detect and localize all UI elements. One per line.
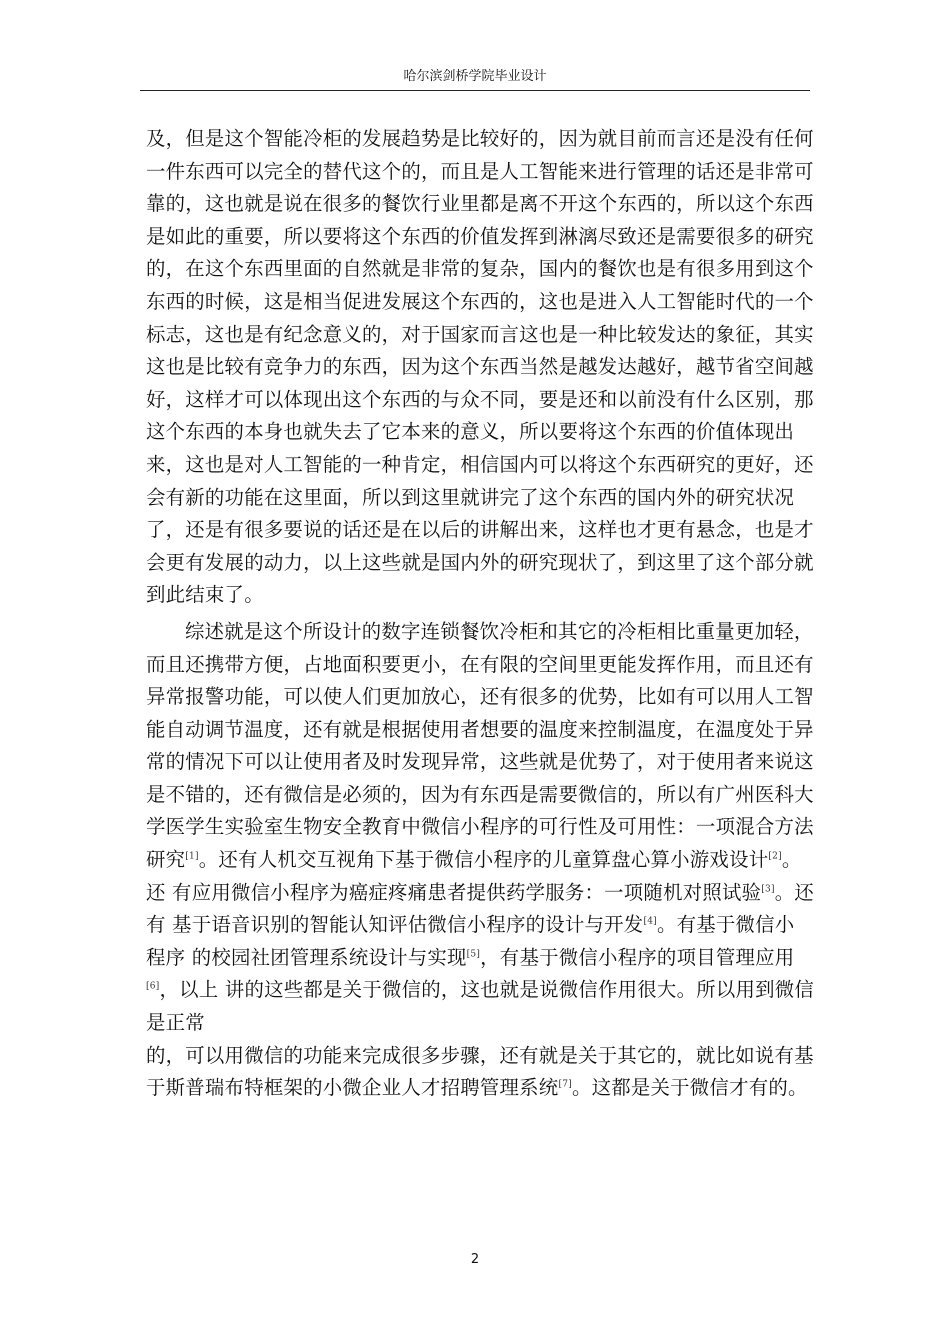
text-line: 东西的时候，这是相当促进发展这个东西的，这也是进入人工智能时代的一个 [146, 289, 814, 313]
text-segment: 。 [781, 848, 802, 872]
document-body [146, 123, 815, 1105]
citation-ref: [3] [761, 884, 775, 895]
text-line [146, 844, 808, 877]
citation-ref: [1] [185, 851, 199, 862]
text-line: 而且还携带方便，占地面积要更小，在有限的空间里更能发挥作用，而且还有 [146, 652, 814, 676]
paragraph-2 [146, 616, 815, 1105]
text-line: 会更有发展的动力，以上这些就是国内外的研究现状了，到这里了这个部分就 [146, 550, 814, 574]
running-header [140, 70, 810, 91]
text-line: 这个东西的本身也就失去了它本来的意义，所以要将这个东西的价值体现出 [146, 420, 795, 444]
citation-ref: [7] [558, 1079, 572, 1090]
text-line: 会有新的功能在这里面，所以到这里就讲完了这个东西的国内外的研究状况 [146, 485, 795, 509]
text-line: 的，可以用微信的功能来完成很多步骤，还有就是关于其它的，就比如说有基 [146, 1043, 814, 1067]
text-line: 这也是比较有竞争力的东西，因为这个东西当然是越发达越好，越节省空间越 [146, 355, 814, 379]
citation-ref: [5] [466, 949, 481, 960]
text-line [146, 909, 808, 942]
text-segment: 有 基于语音识别的智能认知评估微信小程序的设计与开发 [146, 913, 644, 937]
text-segment: 。还有人机交互视角下基于微信小程序的儿童算盘心算小游戏设计 [198, 848, 769, 872]
text-line: 及，但是这个智能冷柜的发展趋势是比较好的，因为就目前而言还是没有任何 [146, 127, 814, 150]
page-number: 2 [470, 1252, 480, 1267]
text-line: 来，这也是对人工智能的一种肯定，相信国内可以将这个东西研究的更好，还 [146, 452, 814, 476]
text-line: 到此结束了。 [146, 583, 264, 607]
header-title: 哈尔滨剑桥学院毕业设计 [403, 69, 547, 84]
citation-ref: [2] [768, 851, 782, 862]
text-line: 能自动调节温度，还有就是根据使用者想要的温度来控制温度，在温度处于异 [146, 717, 814, 741]
text-line [146, 1072, 808, 1105]
text-segment: 。还 [774, 880, 815, 904]
text-segment: 。这都是关于微信才有的。 [571, 1076, 808, 1100]
text-segment: 程序 的校园社团管理系统设计与实现 [146, 945, 467, 969]
text-line: 常的情况下可以让使用者及时发现异常，这些就是优势了，对于使用者来说这 [146, 750, 814, 774]
text-line: 是如此的重要，所以要将这个东西的价值发挥到淋漓尽致还是需要很多的研究 [146, 224, 814, 248]
text-line: 是正常 [146, 1011, 205, 1035]
text-line: 的，在这个东西里面的自然就是非常的复杂，国内的餐饮也是有很多用到这个 [146, 257, 814, 281]
text-segment: ，有基于微信小程序的项目管理应用 [480, 945, 795, 969]
text-segment: 还 有应用微信小程序为癌症疼痛患者提供药学服务：一项随机对照试验 [146, 880, 762, 904]
citation-ref: [6] [146, 981, 160, 992]
text-line: 综述就是这个所设计的数字连锁餐饮冷柜和其它的冷柜相比重量更加轻， [185, 619, 814, 643]
text-line: 异常报警功能，可以使人们更加放心，还有很多的优势，比如有可以用人工智 [146, 685, 814, 709]
text-line: 标志，这也是有纪念意义的，对于国家而言这也是一种比较发达的象征，其实 [146, 322, 814, 346]
text-segment: 研究 [146, 848, 186, 872]
text-line: 靠的，这也就是说在很多的餐饮行业里都是离不开这个东西的，所以这个东西 [146, 192, 814, 216]
text-line [146, 877, 815, 910]
text-segment: 。有基于微信小 [656, 913, 795, 937]
text-segment: ，以上 讲的这些都是关于微信的，这也就是说微信作用很大。所以用到微信 [159, 978, 815, 1002]
text-line: 学医学生实验室生物安全教育中微信小程序的可行性及可用性：一项混合方法 [146, 815, 814, 839]
text-segment: 于斯普瑞布特框架的小微企业人才招聘管理系统 [146, 1076, 559, 1100]
text-line: 好，这样才可以体现出这个东西的与众不同，要是还和以前没有什么区别，那 [146, 387, 814, 411]
paragraph-1 [146, 123, 814, 612]
text-line: 了，还是有很多要说的话还是在以后的讲解出来，这样也才更有悬念，也是才 [146, 518, 814, 542]
text-line [146, 974, 815, 1007]
text-line: 一件东西可以完全的替代这个的，而且是人工智能来进行管理的话还是非常可 [146, 159, 814, 183]
text-line: 是不错的，还有微信是必须的，因为有东西是需要微信的，所以有广州医科大 [146, 782, 814, 806]
citation-ref: [4] [643, 916, 657, 927]
text-line [146, 942, 808, 975]
